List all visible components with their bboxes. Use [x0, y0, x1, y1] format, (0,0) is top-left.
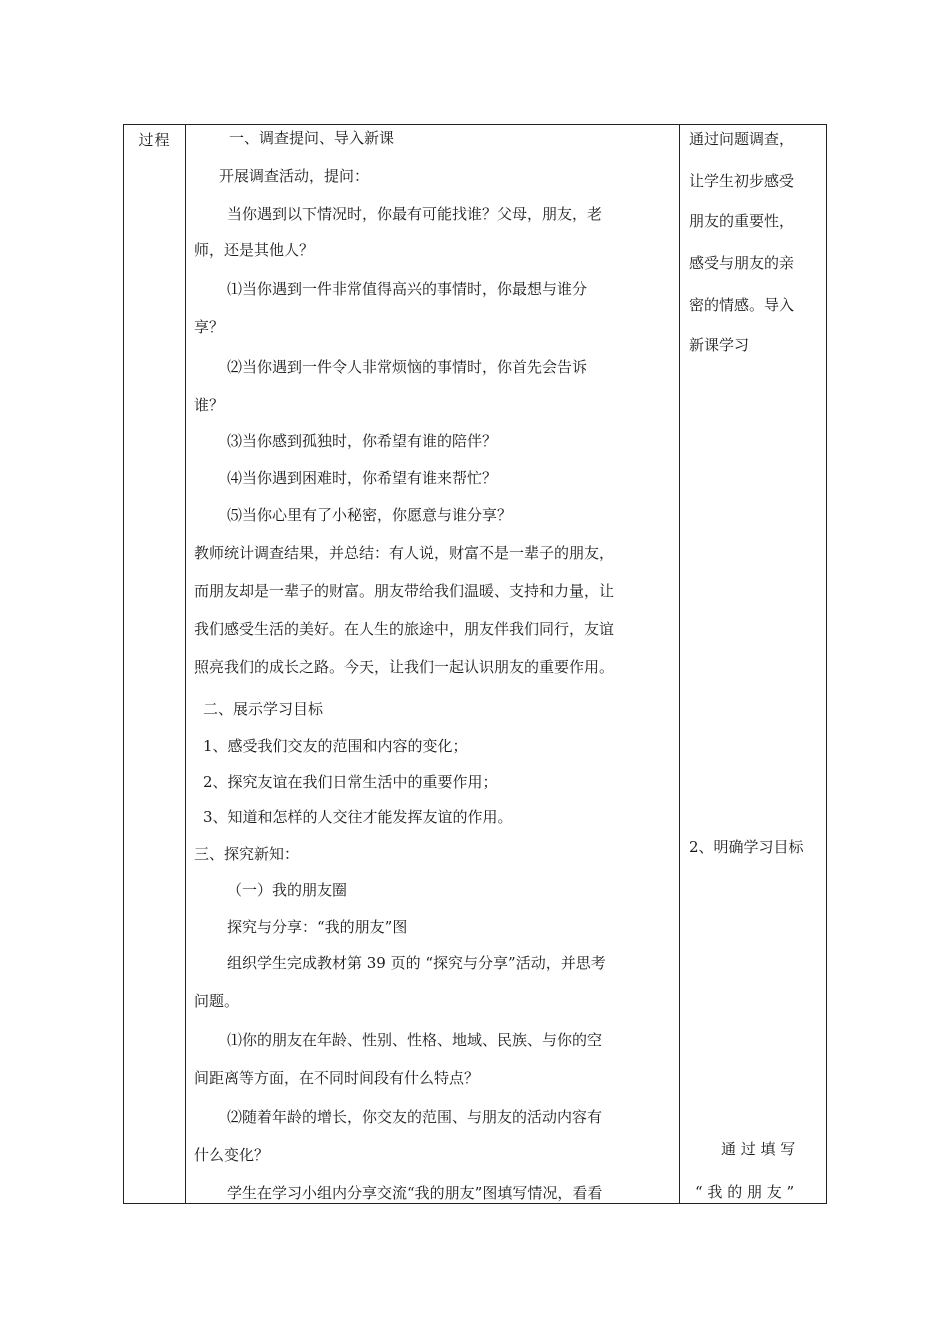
content-line: 教师统计调查结果，并总结：有人说，财富不是一辈子的朋友，	[194, 544, 615, 562]
content-line: 二、展示学习目标	[203, 700, 324, 718]
note-line: “ 我 的 朋 友 ”	[695, 1183, 795, 1201]
content-line: ⑴你的朋友在年龄、性别、性格、地域、民族、与你的空	[227, 1031, 603, 1049]
content-line: 我们感受生活的美好。在人生的旅途中，朋友伴我们同行，友谊	[194, 620, 615, 638]
content-line: 一、调查提问、导入新课	[229, 129, 395, 147]
content-line: 开展调查活动，提问：	[219, 167, 370, 185]
content-line: 问题。	[194, 992, 240, 1010]
content-line: 照亮我们的成长之路。今天，让我们一起认识朋友的重要作用。	[194, 658, 615, 676]
content-line: ⑵随着年龄的增长，你交友的范围、与朋友的活动内容有	[227, 1108, 603, 1126]
notes-column	[124, 125, 826, 1203]
content-line: 师，还是其他人？	[194, 241, 315, 259]
content-line: 组织学生完成教材第 39 页的 “探究与分享”活动，并思考	[227, 954, 606, 972]
content-line: ⑸当你心里有了小秘密，你愿意与谁分享？	[227, 506, 513, 524]
content-line: 3、知道和怎样的人交往才能发挥友谊的作用。	[203, 808, 513, 826]
content-line: ⑶当你感到孤独时，你希望有谁的陪伴？	[227, 432, 498, 450]
content-line: 1、感受我们交友的范围和内容的变化；	[203, 737, 468, 755]
content-line: 学生在学习小组内分享交流“我的朋友”图填写情况，看看	[227, 1184, 603, 1202]
note-line: 通过问题调查，	[689, 130, 795, 148]
content-line: ⑷当你遇到困难时，你希望有谁来帮忙？	[227, 469, 498, 487]
note-line: 新课学习	[689, 336, 750, 354]
row-label: 过程	[138, 131, 171, 149]
content-line: ⑴当你遇到一件非常值得高兴的事情时，你最想与谁分	[227, 280, 588, 298]
content-line: 三、探究新知：	[194, 845, 300, 863]
note-line: 让学生初步感受	[689, 172, 795, 190]
note-line: 密的情感。导入	[689, 296, 795, 314]
content-line: 谁？	[194, 396, 225, 414]
note-line: 通 过 填 写	[721, 1140, 796, 1158]
content-line: 什么变化？	[194, 1146, 270, 1164]
note-line: 朋友的重要性，	[689, 212, 795, 230]
content-line: ⑵当你遇到一件令人非常烦恼的事情时，你首先会告诉	[227, 358, 588, 376]
content-line: 间距离等方面，在不同时间段有什么特点？	[194, 1069, 480, 1087]
note-line: 感受与朋友的亲	[689, 254, 795, 272]
content-line: 享？	[194, 318, 225, 336]
content-line: （一）我的朋友圈	[227, 881, 348, 899]
note-line: 2、明确学习目标	[689, 838, 804, 856]
content-line: 而朋友却是一辈子的财富。朋友带给我们温暖、支持和力量，让	[194, 582, 615, 600]
content-line: 探究与分享：“我的朋友”图	[227, 918, 408, 936]
lesson-table	[123, 124, 827, 1204]
content-line: 当你遇到以下情况时，你最有可能找谁？父母，朋友，老	[227, 205, 603, 223]
content-line: 2、探究友谊在我们日常生活中的重要作用；	[203, 773, 498, 791]
